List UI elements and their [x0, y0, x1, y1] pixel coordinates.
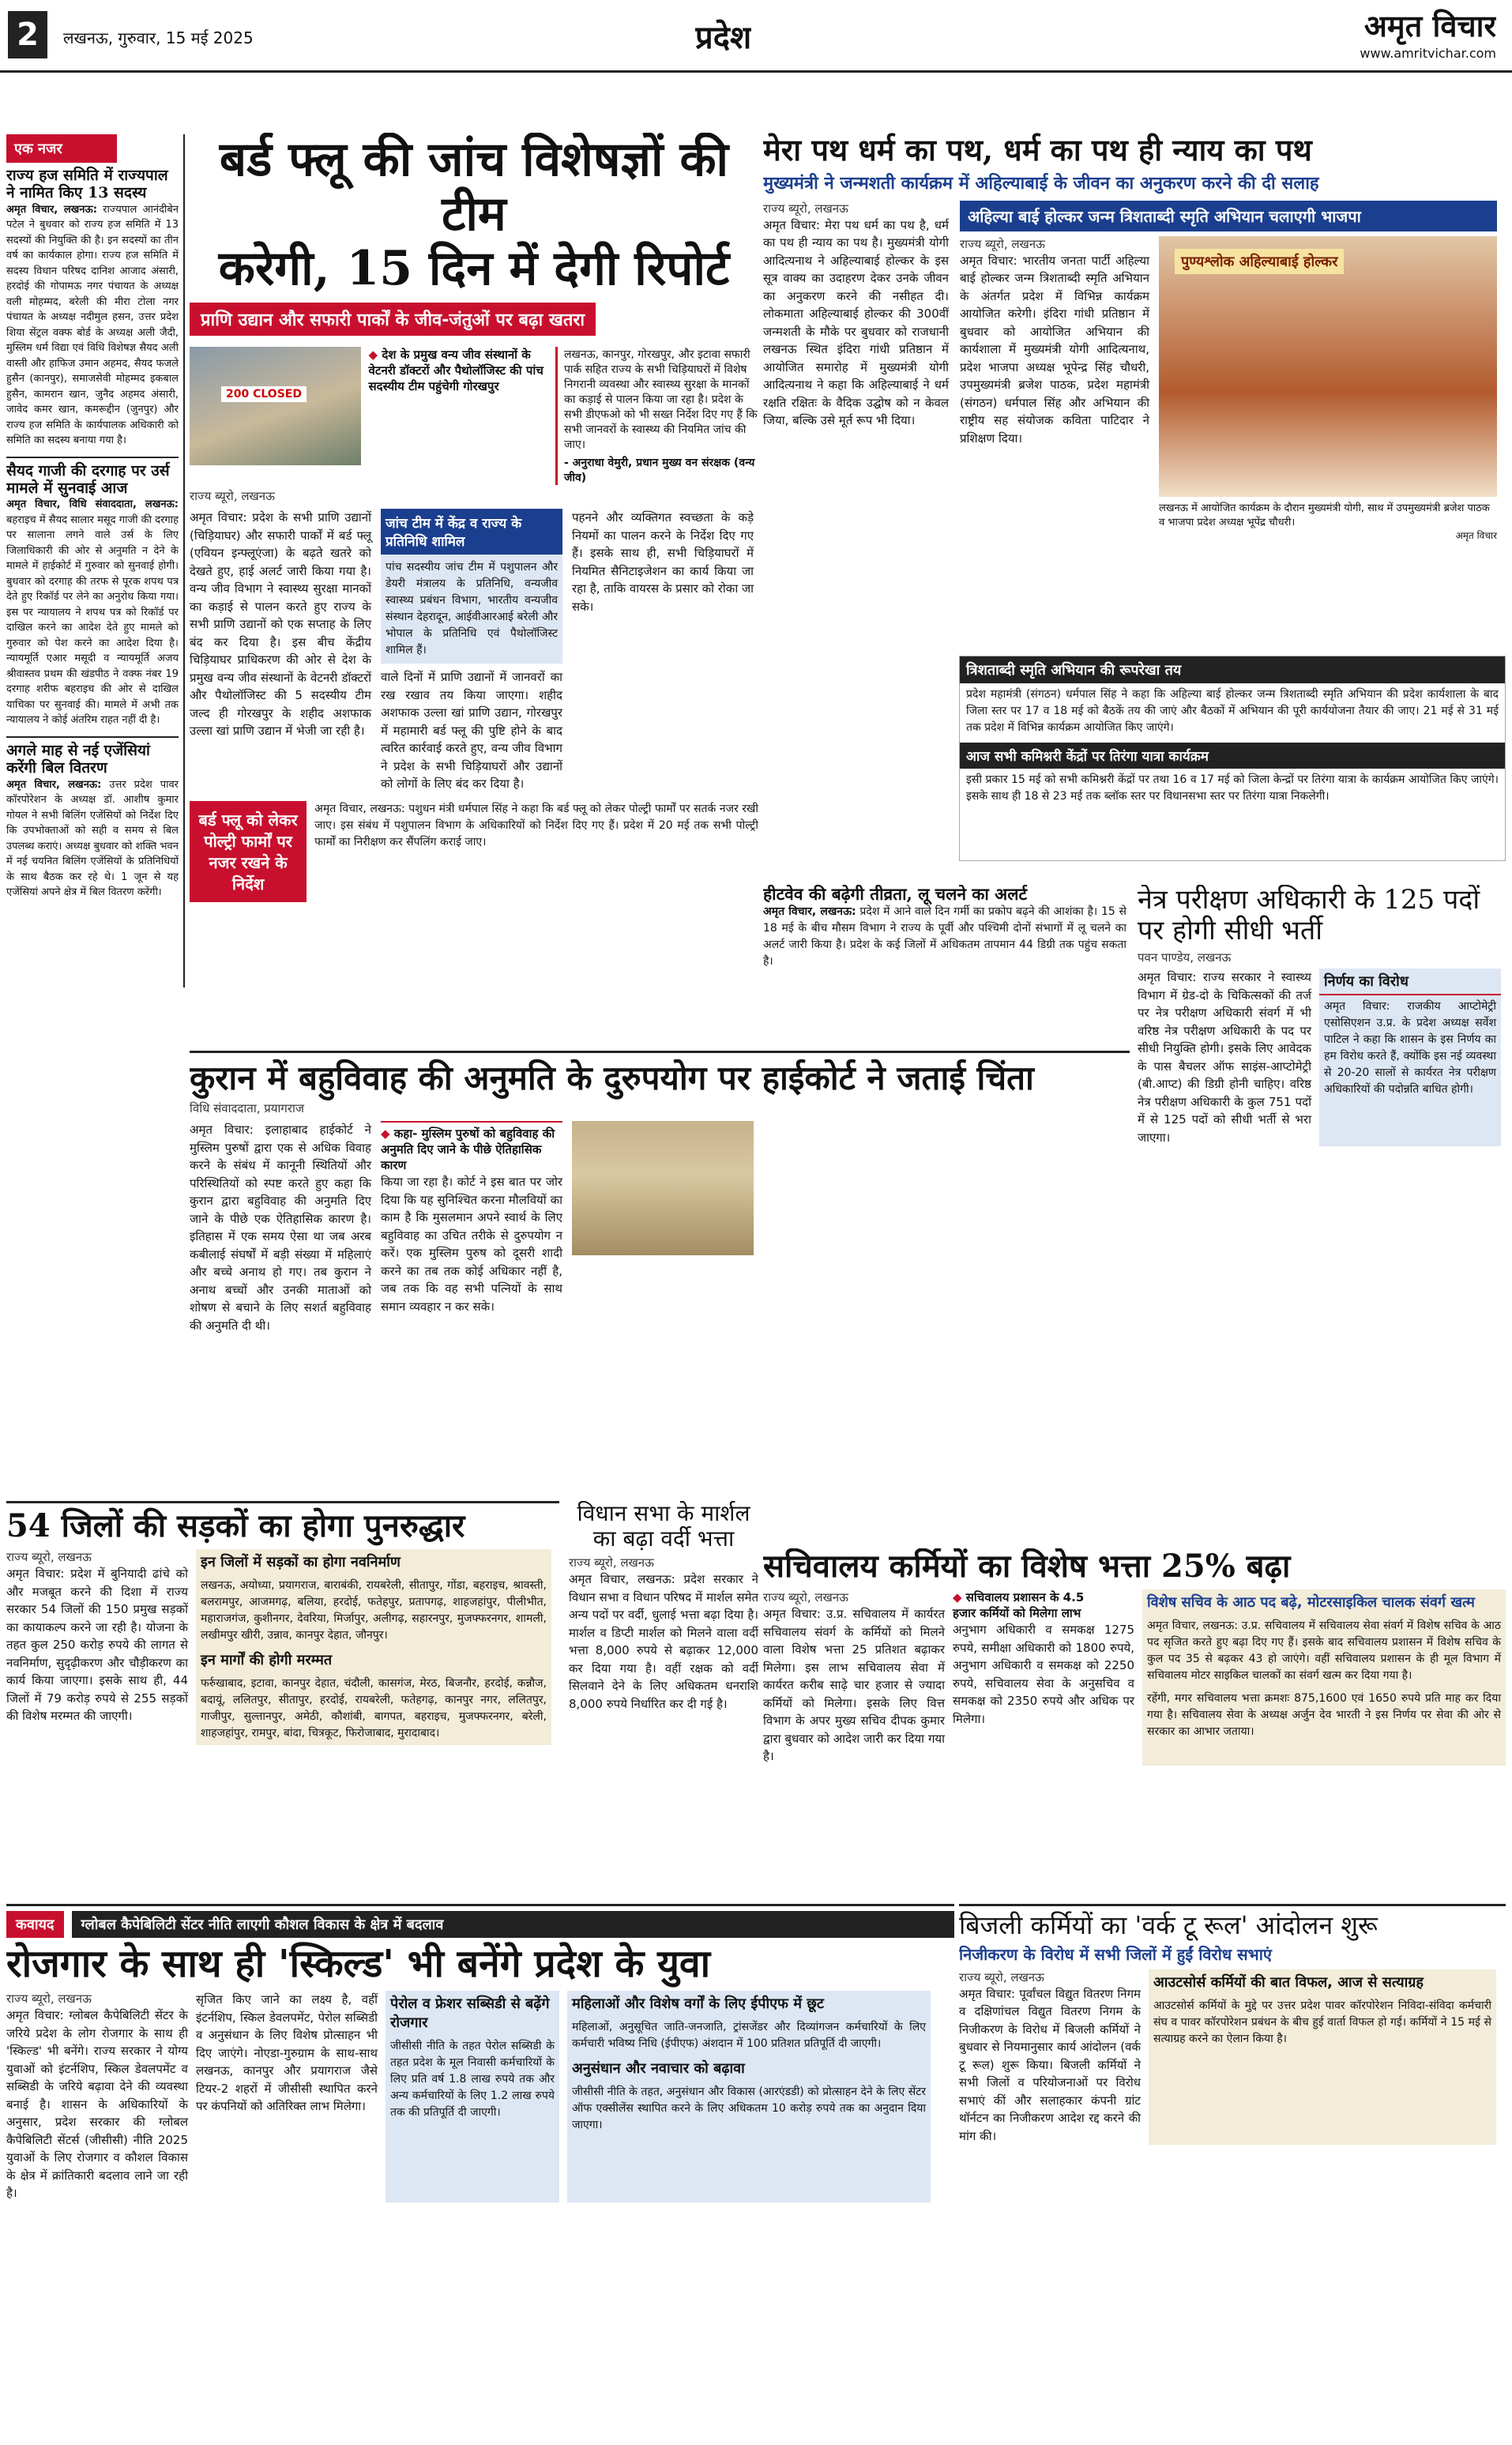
ek-nazar-label: एक नजर [6, 134, 117, 163]
sachivalaya-body: अमृत विचार: उ.प्र. सचिवालय में कार्यरत सचिवालय संवर्ग के कर्मियों को मिलने वाला विशेष भत्ता 25 प्रतिशत बढ़ाकर मिलेगा। इस लाभ सचिवालय सेवा में कार्यरत करीब साढ़े चार हजार से ज्यादा कर्मियों को मिलेगा। इसके लिए वित्त विभाग के अपर मुख्य सचिव दीपक कुमार द्वारा बुधवार को आदेश जारी कर दिया गया है। [763, 1607, 945, 1763]
heatwave-text: अमृत विचार, लखनऊ: प्रदेश में आने वाले दिन गर्मी का प्रकोप बढ़ने की आशंका है। 15 से 18 मई के बीच मौसम विभाग ने राज्य के पूर्वी और पश्चिमी दोनों संभागों में लू चलने का अलर्ट जारी किया है। प्रदेश के कई जिलों में अधिकतम तापमान 44 डिग्री तक पहुंच सकता है। [763, 905, 1126, 969]
netra-headline: नेत्र परीक्षण अधिकारी के 125 पदों पर होगी सीधी भर्ती [1138, 885, 1480, 947]
lead-headline-2: करेगी, 15 दिन में देगी रिपोर्ट [218, 241, 730, 296]
lead-byline: राज्य ब्यूरो, लखनऊ [190, 489, 275, 503]
high-court-photo [572, 1121, 754, 1255]
column-divider [183, 134, 185, 987]
vidhansabha-byline: राज्य ब्यूरो, लखनऊ [569, 1555, 654, 1570]
roads-box1-text: लखनऊ, अयोध्या, प्रयागराज, बाराबंकी, रायबरेली, सीतापुर, गोंडा, बहराइच, श्रावस्ती, बलरामपुर, आजमगढ़, बलिया, हरदोई, फतेहपुर, प्रतापगढ़, शाहजहांपुर, पीलीभीत, महाराजगंज, कुशीनगर, देवरिया, मिर्जापुर, अलीगढ़, सहारनपुर, मुजफ्फरनगर, शामली, लखीमपुर खीरी, उन्नाव, कानपुर देहात, जौनपुर। [201, 1579, 547, 1642]
bijli-subhead: निजीकरण के विरोध में सभी जिलों में हुईं विरोध सभाएं [959, 1944, 1272, 1964]
top-right-headline: मेरा पथ धर्म का पथ, धर्म का पथ ही न्याय का पथ [763, 133, 1312, 167]
lead-highlight: ◆ देश के प्रमुख वन्य जीव संस्थानों के वेटनरी डॉक्टरों और पैथोलॉजिस्ट की पांच सदस्यीय टीम पहुंचेगी गोरखपुर [369, 347, 547, 485]
sachivalaya-highlight-2: हजार कर्मियों को मिलेगा लाभ [953, 1606, 1081, 1620]
lead-body-2: वाले दिनों में प्राणि उद्यानों में जानवरों का रख रखाव तय किया जाएगा। शहीद अशफाक उल्ला खां प्राणि उद्यान, गोरखपुर में महामारी बर्ड फ्लू की पुष्टि होने के बाद त्वरित कार्रवाई करते हुए, वन्य जीव विभाग ने प्रदेश के सभी चिड़ियाघरों और उद्यानों को लोगों के लिए बंद कर दिया है। [381, 670, 562, 791]
section-title: प्रदेश [695, 19, 752, 56]
nazar-text-1: अमृत विचार, लखनऊ: राज्यपाल आनंदीबेन पटेल ने बुधवार को राज्य हज समिति में 13 सदस्यों की नियुक्ति की है। इन सदस्यों का तीन वर्ष का कार्यकाल होगा। राज्य हज समिति में सदस्य विधान परिषद दानिश आजाद अंसारी, हरदोई की गोपामऊ नगर पंचायत के अध्यक्ष वली मोहम्मद, बरेली की मीरा टोला नगर पंचायत के अध्यक्ष नदीमुल हसन, उत्तर प्रदेश शिया सेंट्रल वक्फ बोर्ड के अध्यक्ष अली जैदी, मुस्लिम धर्म विद्या एवं विधि विशेषज्ञ सैयद अली वास्ती और हाफिज उमान अहमद, सैयद फजले हुसैन (कानपुर), समाजसेवी मोहम्मद इकबाल हुसैन, कामरान खान, जुनैद अहमद अंसारी, जावेद कमर खान, कमरूद्दीन (जुनपुर) और राज्य हज समिति के कार्यपालक अधिकारी को समिति का सदस्य बनाया गया है। [6, 203, 179, 447]
netra-byline: पवन पाण्डेय, लखनऊ [1138, 950, 1232, 965]
poultry-box-text: अमृत विचार, लखनऊ: पशुधन मंत्री धर्मपाल सिंह ने कहा कि बर्ड फ्लू को लेकर पोल्ट्री फार्मों पर सतर्क नजर रखी जाए। इस संबंध में पशुपालन विभाग के अधिकारियों को निर्देश दिए गए हैं। प्रदेश में 20 मई तक सभी पोल्ट्री फार्मों का निरीक्षण कर सैंपलिंग कराई जाए। [314, 802, 758, 848]
kavayad-col2: सृजित किए जाने का लक्ष्य है, वहीं इंटर्नशिप, स्किल डेवलपमेंट, पेरोल सब्सिडी व अनुसंधान के लिए विशेष प्रोत्साहन भी दिए जाएंगे। नोएडा-गुरुग्राम के साथ-साथ लखनऊ, कानपुर और प्रयागराज जैसे टियर-2 शहरों में जीसीसी स्थापित करने पर कंपनियों को अतिरिक्त लाभ मिलेगा। [196, 1992, 378, 2114]
brand-url: www.amritvichar.com [1360, 46, 1496, 61]
kavayad-box3-title: अनुसंधान और नवाचार को बढ़ावा [572, 2060, 745, 2078]
bjp-banner: अहिल्या बाई होल्कर जन्म त्रिशताब्दी स्मृति अभियान चलाएगी भाजपा [960, 201, 1497, 231]
quran-body: अमृत विचार: इलाहाबाद हाईकोर्ट ने मुस्लिम पुरुषों द्वारा एक से अधिक विवाह करने के संबंध में कानूनी स्थितियों और परिस्थितियों को स्पष्ट करते हुए कहा कि कुरान द्वारा बहुविवाह की अनुमति दिए जाने के पीछे एक ऐतिहासिक कारण है। इतिहास में एक समय ऐसा था जब अरब कबीलाई संघर्षों में बड़ी संख्या में महिलाएं और बच्चे अनाथ हो गए। तब कुरान ने अनाथ बच्चों और उनकी माताओं को शोषण से बचाने के लिए सशर्त बहुविवाह की अनुमति दी थी। [190, 1123, 371, 1333]
bijli-box-title: आउटसोर्स कर्मियों की बात विफल, आज से सत्याग्रह [1153, 1973, 1424, 1991]
lead-quote: लखनऊ, कानपुर, गोरखपुर, और इटावा सफारी पार्क सहित राज्य के सभी चिड़ियाघरों में विशेष निगरानी व्यवस्था और स्वास्थ्य सुरक्षा के मानकों का कड़ाई से पालन किया जा रहा है। प्रदेश के सभी डीएफओ को भी सख्त निर्देश दिए गए हैं कि सभी जानवरों के स्वास्थ्य की नियमित जांच की जाए। [563, 348, 758, 451]
bjp-photo-credit: अमृत विचार [1455, 529, 1497, 541]
nazar-text-2: अमृत विचार, विधि संवाददाता, लखनऊ: बहराइच में सैयद सालार मसूद गाजी की दरगाह पर सालाना लगने वाले उर्स के लिए जिलाधिकारी की ओर से अनुमति न देने के मामले में हाईकोर्ट में गुरुवार को सुनवाई होगी। बुधवार को दरगाह की तरफ से पूरक शपथ पत्र देते हुए रिकॉर्ड पर लेने का अनुरोध किया गया। इस पर न्यायालय ने शपथ पत्र को रिकॉर्ड पर दाखिल करने का आदेश देते हुए मामले को गुरुवार को पेश करने का आदेश दिया है। न्यायमूर्ति एआर मसूदी व न्यायमूर्ति अजय श्रीवास्तव प्रथम की खंडपीठ ने वक्फ नंबर 19 दरगाह शरीफ बहराइच की ओर से दाखिल याचिका पर सुनवाई की। मामले में अभी तक न्यायालय ने कोई अंतरिम राहत नहीं दी है। [6, 498, 179, 727]
poultry-box-title: बर्ड फ्लू को लेकर पोल्ट्री फार्मों पर नजर रखने के निर्देश [190, 801, 307, 902]
top-right-story [763, 133, 1506, 638]
kavayad-story [6, 1904, 954, 2441]
zoo-closed-sign: 200 CLOSED [221, 386, 307, 402]
ek-nazar-column [6, 134, 179, 987]
quran-story [190, 1051, 1130, 1493]
sachivalaya-box-text: अमृत विचार, लखनऊ: उ.प्र. सचिवालय में सचिवालय सेवा संवर्ग में विशेष सचिव के आठ पद सृजित करते हुए बढ़ा दिए गए हैं। इसके बाद सचिवालय प्रशासन में विशेष सचिव के कुल पद 35 से बढ़कर 43 हो जाएंगे। वहीं सचिवालय प्रशासन के ही मूल विभाग में सचिवालय मोटर साइकिल चालकों का संवर्ग खत्म कर दिया गया है। [1147, 1619, 1501, 1682]
sachivalaya-box-title: विशेष सचिव के आठ पद बढ़े, मोटरसाइकिल चालक संवर्ग खत्म [1147, 1594, 1475, 1611]
kavayad-label: कवायद [6, 1911, 64, 1938]
nazar-text-3: अमृत विचार, लखनऊ: उत्तर प्रदेश पावर कॉरपोरेशन के अध्यक्ष डॉ. आशीष कुमार गोयल ने सभी बिलिंग एजेंसियों को निर्देश दिए कि उपभोक्ताओं को सही व समय से बिल उपलब्ध कराएं। अध्यक्ष बुधवार को शक्ति भवन में नई चयनित बिलिंग एजेंसियों के प्रतिनिधियों के साथ बैठक कर रहे थे। 1 जून से यह एजेंसियां अपने क्षेत्र में बिल वितरण करेंगी। [6, 778, 179, 899]
lead-quote-author: - अनुराधा वेमुरी, प्रधान मुख्य वन संरक्षक (वन्य जीव) [563, 457, 755, 484]
kavayad-box2-title: महिलाओं और विशेष वर्गों के लिए ईपीएफ में छूट [572, 1995, 824, 2013]
kavayad-banner: ग्लोबल कैपेबिलिटी सेंटर नीति लाएगी कौशल विकास के क्षेत्र में बदलाव [72, 1911, 955, 1938]
lead-quote-block [555, 347, 758, 485]
bjp-event-photo [1159, 236, 1497, 497]
kavayad-box1-title: पेरोल व फ्रेशर सब्सिडी से बढ़ेंगे रोजगार [390, 1995, 550, 2032]
top-right-body: अमृत विचार: मेरा पथ धर्म का पथ है, धर्म का पथ ही न्याय का पथ है। मुख्यमंत्री योगी आदित्यनाथ ने अहिल्याबाई होल्कर के इस सूत्र वाक्य का उदाहरण देकर उनके जीवन का अनुकरण करने की नसीहत दी। लोकमाता अहिल्याबाई होल्कर की 300वीं जन्मशती के मौके पर बुधवार को राजधानी लखनऊ स्थित इंदिरा गांधी प्रतिष्ठान में आयोजित समारोह में मुख्यमंत्री योगी आदित्यनाथ ने कहा कि अहिल्याबाई ने धर्म रक्षति रक्षितः के वैदिक उद्घोष को न केवल जिया, बल्कि उसे मूर्त रूप भी दिया। [763, 217, 949, 428]
brand-logo: अमृत विचार [1363, 8, 1496, 43]
roads-story [6, 1501, 559, 1896]
quran-headline: कुरान में बहुविवाह की अनुमति के दुरुपयोग पर हाईकोर्ट ने जताई चिंता [190, 1059, 1034, 1097]
lead-body-1: अमृत विचार: प्रदेश के सभी प्राणि उद्यानों (चिड़ियाघर) और सफारी पार्कों में बर्ड फ्लू (एवियन इन्फ्लूएंजा) के बढ़ते खतरे को देखते हुए, हाई अलर्ट जारी किया गया है। वन्य जीव विभाग ने स्वास्थ्य सुरक्षा मानकों का कड़ाई से पालन करते हुए राज्य के सभी प्राणि उद्यानों को एक सप्ताह के लिए बंद कर दिया है। इस बीच केंद्रीय चिड़ियाघर प्राधिकरण की ओर से देश के प्रमुख वन्य जीव संस्थानों के वेटनरी डॉक्टरों और पैथोलॉजिस्ट की 5 सदस्यीय टीम जल्द ही गोरखपुर के शहीद अशफाक उल्ला खां प्राणि उद्यान में भेजी जा रही है। [190, 510, 371, 738]
kavayad-body: अमृत विचार: ग्लोबल कैपेबिलिटी सेंटर के जरिये प्रदेश के लोग रोजगार के साथ ही 'स्किल्ड' भी बनेंगे। राज्य सरकार ने योग्य युवाओं को इंटर्नशिप, स्किल डेवलपमेंट व सब्सिडी के जरिये बढ़ावा देने की व्यवस्था बनाई है। शासन के अधिकारियों के अनुसार, प्रदेश सरकार की ग्लोबल कैपेबिलिटी सेंटर्स (जीसीसी) नीति 2025 युवाओं के लिए रोजगार व कौशल विकास के क्षेत्र में क्रांतिकारी बदलाव लाने जा रही है। [6, 2008, 188, 2201]
roads-byline: राज्य ब्यूरो, लखनऊ [6, 1550, 92, 1564]
bijli-byline: राज्य ब्यूरो, लखनऊ [959, 1969, 1044, 1984]
zoo-photo [190, 347, 361, 465]
roads-box2-text: फर्रुखाबाद, इटावा, कानपुर देहात, चंदौली, कासगंज, मेरठ, बिजनौर, हरदोई, कन्नौज, बदायूं, ललितपुर, सीतापुर, हरदोई, रायबरेली, फतेहगढ़, कानपुर नगर, ललितपुर, गाजीपुर, सुल्तानपुर, अमेठी, कौशांबी, बागपत, बहराइच, मुजफ्फरनगर, बरेली, शाहजहांपुर, रामपुर, बांदा, चित्रकूट, फिरोजाबाद, मुरादाबाद। [201, 1677, 547, 1740]
tridhara-text: प्रदेश महामंत्री (संगठन) धर्मपाल सिंह ने कहा कि अहिल्या बाई होल्कर जन्म त्रिशताब्दी स्मृति अभियान की प्रदेश कार्यशाला के बाद जिला स्तर पर 17 व 18 मई को बैठकें तय की जाएं और बैठकों में अभियान की पूरी कार्ययोजना तैयार की जाए। 21 मई से 31 मई तक प्रदेश में विभिन्न कार्यक्रम आयोजित किए जाएंगे। [966, 688, 1499, 734]
kavayad-box1-text: जीसीसी नीति के तहत पेरोल सब्सिडी के तहत प्रदेश के मूल निवासी कर्मचारियों के लिए प्रति वर्ष 1.8 लाख रुपये तक और अन्य कर्मचारियों के लिए 1.2 लाख रुपये तक की प्रतिपूर्ति दी जाएगी। [390, 2040, 555, 2120]
page-number: 2 [8, 11, 47, 58]
tiranga-title: आज सभी कमिश्नरी केंद्रों पर तिरंगा यात्रा कार्यक्रम [960, 743, 1505, 769]
roads-body: अमृत विचार: प्रदेश में बुनियादी ढांचे को और मजबूत करने की दिशा में राज्य सरकार 54 जिलों की 150 प्रमुख सड़कों का कायाकल्प करने जा रही है। योजना के तहत कुल 250 करोड़ रुपये की लागत से नवनिर्माण, सुदृढ़ीकरण और चौड़ीकरण का कार्य किया जाएगा। इसके साथ ही, 44 जिलों में 79 करोड़ रुपये से 255 सड़कों की विशेष मरम्मत की जाएगी। [6, 1567, 188, 1723]
bijli-story [959, 1904, 1506, 2441]
netra-box-text: अमृत विचार: राजकीय आप्टोमेट्री एसोसिएशन उ.प्र. के प्रदेश अध्यक्ष सर्वेश पाटिल ने कहा कि शासन के इस निर्णय का हम विरोध करते हैं, क्योंकि इस नई व्यवस्था से 20-20 सालों से कार्यरत नेत्र परीक्षण अधिकारियों की पदोन्नति बाधित होगी। [1324, 1000, 1496, 1096]
quran-highlight: ◆ कहा- मुस्लिम पुरुषों को बहुविवाह की अनुमति दिए जाने के पीछे ऐतिहासिक कारण [381, 1121, 562, 1173]
top-right-byline: राज्य ब्यूरो, लखनऊ [763, 201, 848, 216]
heatwave-headline: हीटवेव की बढ़ेगी तीव्रता, लू चलने का अलर्ट [763, 885, 1028, 904]
bijli-headline: बिजली कर्मियों का 'वर्क टू रूल' आंदोलन शुरू [959, 1910, 1378, 1940]
kavayad-byline: राज्य ब्यूरो, लखनऊ [6, 1992, 92, 2007]
lead-body-3: पहनने और व्यक्तिगत स्वच्छता के कड़े नियमों का पालन करने के निर्देश दिए गए हैं। इसके साथ ही, सभी चिड़ियाघरों में नियमित सैनिटाइजेशन का कार्य किया जा रहा है, ताकि वायरस के प्रसार को रोका जा सके। [572, 510, 754, 614]
sachivalaya-highlight-1: ◆ सचिवालय प्रशासन के 4.5 [953, 1589, 1134, 1605]
sachivalaya-byline: राज्य ब्यूरो, लखनऊ [763, 1590, 848, 1604]
lead-story [190, 133, 758, 1041]
sachivalaya-headline: सचिवालय कर्मियों का विशेष भत्ता 25% बढ़ा [763, 1548, 1291, 1585]
vidhansabha-headline: विधान सभा के मार्शल का बढ़ा वर्दी भत्ता [577, 1501, 750, 1552]
roads-headline: 54 जिलों की सड़कों का होगा पुनरुद्धार [6, 1507, 465, 1544]
bjp-byline: राज्य ब्यूरो, लखनऊ [960, 236, 1045, 251]
quran-body-2: किया जा रहा है। कोर्ट ने इस बात पर जोर दिया कि यह सुनिश्चित करना मौलवियों का काम है कि मुसलमान अपने स्वार्थ के लिए बहुविवाह का उचित तरीके से दुरुपयोग न करें। एक मुस्लिम पुरुष को दूसरी शादी करने का तब तक कोई अधिकार नहीं है, जब तक कि वह सभी पत्नियों के साथ समान व्यवहार न कर सके। [381, 1175, 562, 1314]
tridhara-box [959, 656, 1506, 861]
roads-box2-title: इन मार्गों की होगी मरम्मत [201, 1652, 333, 1668]
kavayad-box3-text: जीसीसी नीति के तहत, अनुसंधान और विकास (आरएंडडी) को प्रोत्साहन देने के लिए सेंटर ऑफ एक्सीलेंस स्थापित करने के लिए अधिकतम 10 करोड़ रुपये तक का अनुदान दिया जाएगा। [572, 2086, 926, 2132]
vidhansabha-story [569, 1501, 758, 1896]
quran-byline: विधि संवाददाता, प्रयागराज [190, 1101, 304, 1116]
sachivalaya-body-2: अनुभाग अधिकारी व समकक्ष 1275 रुपये, समीक्षा अधिकारी को 1800 रुपये, अनुभाग अधिकारी व समकक्ष को 2250 रुपये, सचिवालय सेवा के अनुसचिव व समकक्ष को 2350 रुपये और अधिक पर मिलेगा। [953, 1623, 1134, 1726]
tridhara-title: त्रिशताब्दी स्मृति अभियान की रूपरेखा तय [960, 656, 1505, 683]
top-right-subhead: मुख्यमंत्री ने जन्मशती कार्यक्रम में अहिल्याबाई के जीवन का अनुकरण करने की दी सलाह [763, 173, 1319, 194]
nazar-title-2: सैयद गाजी की दरगाह पर उर्स मामले में सुनवाई आज [6, 457, 179, 498]
sachivalaya-story [763, 1548, 1506, 1896]
heatwave-story [763, 885, 1126, 1043]
sachivalaya-box-text-2: रहेंगी, मगर सचिवालय भत्ता क्रमशः 875,1600 एवं 1650 रुपये प्रति माह कर दिया गया है। सचिवालय सेवा के अध्यक्ष अर्जुन देव भारती ने इस निर्णय पर सेवा की ओर से सरकार का आभार जताया। [1147, 1692, 1501, 1738]
kavayad-box2-text: महिलाओं, अनुसूचित जाति-जनजाति, ट्रांसजेंडर और दिव्यांगजन कर्मचारियों के लिए कर्मचारी भविष्य निधि (ईपीएफ) अंशदान में 100 प्रतिशत प्रतिपूर्ति दी जाएगी। [572, 2021, 926, 2051]
dateline: लखनऊ, गुरुवार, 15 मई 2025 [63, 28, 254, 47]
lead-headline-1: बर्ड फ्लू की जांच विशेषज्ञों की टीम [219, 133, 729, 242]
bijli-body: अमृत विचार: पूर्वांचल विद्युत वितरण निगम व दक्षिणांचल विद्युत वितरण निगम के निजीकरण के विरोध में बिजली कर्मियों ने बुधवार से नियमानुसार कार्य आंदोलन (वर्क टू रूल) शुरू किया। बिजली कर्मियों ने सभी जिलों व परियोजनाओं पर विरोध सभाएं कीं और सलाहकार कंपनी ग्रांट थॉर्नटन का निजीकरण आदेश रद्द करने की मांग की। [959, 1986, 1141, 2143]
netra-box-title: निर्णय का विरोध [1319, 969, 1501, 995]
photo-banner-text: पुण्यश्लोक अहिल्याबाई होल्कर [1175, 249, 1344, 274]
lead-sidebar-text: पांच सदस्यीय जांच टीम में पशुपालन और डेयरी मंत्रालय के प्रतिनिधि, वन्यजीव स्वास्थ्य प्रबंधन विभाग, भारतीय वन्यजीव संस्थान देहरादून, आईवीआरआई बरेली और भोपाल के प्रतिनिधि एवं पैथोलॉजिस्ट शामिल हैं। [381, 555, 562, 664]
brand [1360, 5, 1496, 61]
bjp-body: अमृत विचार: भारतीय जनता पार्टी अहिल्या बाई होल्कर जन्म त्रिशताब्दी स्मृति अभियान के अंतर्गत प्रदेश में विभिन्न कार्यक्रम आयोजित करेगी। इंदिरा गांधी प्रतिष्ठान में बुधवार को आयोजित अभियान की कार्यशाला में मुख्यमंत्री योगी आदित्यनाथ, प्रदेश भाजपा अध्यक्ष भूपेन्द्र सिंह चौधरी, उपमुख्यमंत्री ब्रजेश पाठक, प्रदेश महामंत्री (संगठन) धर्मपाल सिंह और अभियान की राष्ट्रीय सह संयोजक कविता पाटिदार ने प्रशिक्षण दिया। [960, 253, 1149, 446]
netra-story [1138, 885, 1506, 1540]
roads-box1-title: इन जिलों में सड़कों का होगा नवनिर्माण [201, 1554, 401, 1570]
kavayad-headline: रोजगार के साथ ही 'स्किल्ड' भी बनेंगे प्रदेश के युवा [6, 1942, 711, 1986]
lead-subhead: प्राणि उद्यान और सफारी पार्कों के जीव-जंतुओं पर बढ़ा खतरा [190, 303, 596, 336]
vidhansabha-body: अमृत विचार, लखनऊ: प्रदेश सरकार ने विधान सभा व विधान परिषद में मार्शल समेत अन्य पदों पर वर्दी, धुलाई भत्ता बढ़ा दिया है। मार्शल व डिप्टी मार्शल को मिलने वाला वर्दी भत्ता 8,000 रुपये से बढ़ाकर 12,000 कर दिया गया है। वहीं रक्षक को वर्दी सिलवाने देने के लिए अधिकतम धनराशि 8,000 रुपये निर्धारित कर दी गई है। [569, 1572, 758, 1711]
netra-body: अमृत विचार: राज्य सरकार ने स्वास्थ्य विभाग में ग्रेड-दो के चिकित्सकों की तर्ज पर नेत्र परीक्षण अधिकारी संवर्ग में भी वरिष्ठ नेत्र परीक्षण अधिकारी के पद पर सीधी नियुक्ति होगी। इसके लिए आवेदक के पास बैचलर ऑफ साइंस-आप्टोमेट्री (बी.आप्ट) की डिग्री होनी चाहिए। वरिष्ठ नेत्र परीक्षण अधिकारी के कुल 751 पदों में से 125 पदों को सीधी भर्ती से भरा जाएगा। [1138, 970, 1311, 1145]
bijli-box-text: आउटसोर्स कर्मियों के मुद्दे पर उत्तर प्रदेश पावर कॉरपोरेशन निविदा-संविदा कर्मचारी संघ व पावर कॉरपोरेशन प्रबंधन के बीच हुई वार्ता विफल हो गई। कर्मियों ने 15 मई से सत्याग्रह करने का ऐलान किया है। [1153, 1999, 1491, 2045]
lead-sidebar-title: जांच टीम में केंद्र व राज्य के प्रतिनिधि शामिल [381, 509, 562, 555]
bjp-photo-caption: लखनऊ में आयोजित कार्यक्रम के दौरान मुख्यमंत्री योगी, साथ में उपमुख्यमंत्री ब्रजेश पाठक व भाजपा प्रदेश अध्यक्ष भूपेंद्र चौधरी। [1159, 502, 1490, 528]
nazar-title-1: राज्य हज समिति में राज्यपाल ने नामित किए 13 सदस्य [6, 167, 168, 201]
nazar-title-3: अगले माह से नई एजेंसियां करेंगी बिल वितरण [6, 736, 179, 777]
page-header [0, 0, 1512, 73]
tiranga-text: इसी प्रकार 15 मई को सभी कमिश्नरी केंद्रों पर तथा 16 व 17 मई को जिला केन्द्रों पर तिरंगा यात्रा के कार्यक्रम आयोजित किए जाएंगे। इसके साथ ही 18 से 23 मई तक ब्लॉक स्तर पर विधानसभा स्तर पर तिरंगा यात्रा निकलेगी। [966, 773, 1499, 803]
